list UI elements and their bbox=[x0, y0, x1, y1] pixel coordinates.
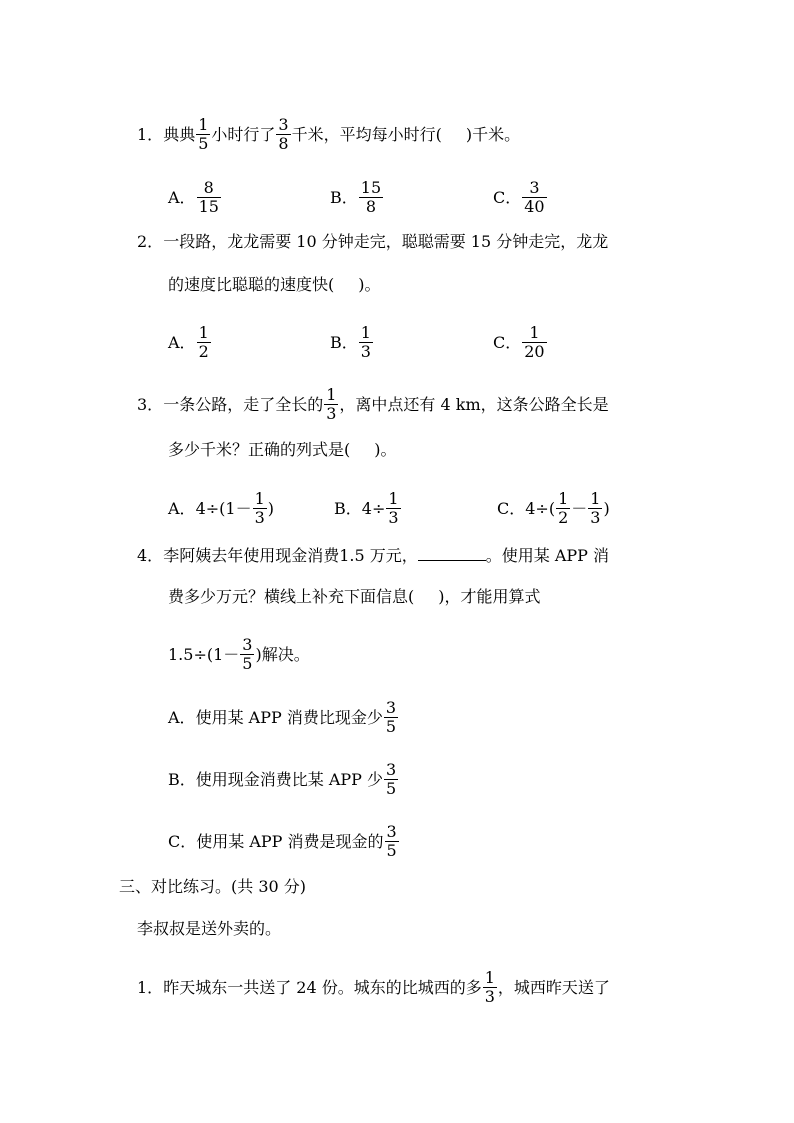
option-label: A． bbox=[168, 708, 196, 727]
question-text: 典典 bbox=[163, 125, 196, 144]
q1-option-c[interactable] bbox=[493, 180, 548, 217]
fraction bbox=[276, 116, 290, 153]
option-label: B． bbox=[168, 770, 196, 789]
fraction bbox=[197, 179, 221, 216]
question-number: 1． bbox=[137, 125, 164, 144]
question-number: 2． bbox=[137, 232, 164, 251]
denominator: 5 bbox=[242, 654, 253, 673]
question-text: )。 bbox=[374, 440, 397, 459]
question-2-line-2 bbox=[168, 275, 381, 295]
denominator: 20 bbox=[524, 342, 545, 361]
q1-option-a[interactable] bbox=[168, 180, 222, 217]
fill-in-underline[interactable] bbox=[418, 544, 486, 561]
option-label: C． bbox=[168, 832, 197, 851]
question-number: 1． bbox=[137, 978, 164, 997]
expression-text: － bbox=[571, 499, 588, 518]
q2-option-c[interactable] bbox=[493, 325, 548, 362]
option-text: 使用现金消费比某 APP 少 bbox=[195, 770, 384, 789]
numerator: 1 bbox=[198, 323, 209, 342]
option-label: C． bbox=[497, 499, 526, 518]
denominator: 8 bbox=[278, 134, 289, 153]
question-text: )，才能用算式 bbox=[438, 587, 541, 606]
option-label: B． bbox=[334, 499, 362, 518]
question-text: 昨天城东一共送了 24 份。城东的比城西的多 bbox=[163, 978, 482, 997]
question-4-line-2 bbox=[168, 587, 541, 607]
expression-text: 4÷ bbox=[361, 499, 386, 518]
question-text: )千米。 bbox=[465, 125, 521, 144]
fraction bbox=[197, 324, 211, 361]
option-label: A． bbox=[168, 499, 196, 518]
denominator: 3 bbox=[254, 508, 265, 527]
denominator: 2 bbox=[558, 508, 569, 527]
question-text: 多少千米？正确的列式是( bbox=[168, 440, 351, 459]
option-label: A． bbox=[168, 333, 196, 352]
fraction bbox=[359, 324, 373, 361]
denominator: 3 bbox=[590, 508, 601, 527]
numerator: 1 bbox=[198, 115, 209, 134]
numerator: 1 bbox=[254, 489, 265, 508]
fraction bbox=[522, 324, 546, 361]
expression-text: 4÷( bbox=[525, 499, 556, 518]
option-text: 使用某 APP 消费是现金的 bbox=[196, 832, 384, 851]
fraction bbox=[385, 823, 399, 860]
denominator: 5 bbox=[386, 779, 397, 798]
fraction bbox=[483, 969, 497, 1006]
numerator: 1 bbox=[558, 489, 569, 508]
section-intro: 李叔叔是送外卖的。 bbox=[137, 919, 282, 938]
numerator: 3 bbox=[386, 760, 397, 779]
option-label: C． bbox=[493, 188, 522, 207]
numerator: 3 bbox=[242, 635, 253, 654]
q2-option-b[interactable] bbox=[330, 325, 374, 362]
denominator: 3 bbox=[388, 508, 399, 527]
numerator: 1 bbox=[529, 323, 540, 342]
section3-question-1 bbox=[137, 970, 610, 1007]
question-text: ，离中点还有 4 km，这条公路全长是 bbox=[339, 395, 609, 414]
q4-option-b[interactable] bbox=[168, 762, 399, 799]
question-3 bbox=[137, 387, 609, 424]
denominator: 15 bbox=[198, 197, 219, 216]
q3-option-b[interactable] bbox=[334, 491, 402, 528]
denominator: 3 bbox=[360, 342, 371, 361]
numerator: 3 bbox=[278, 115, 289, 134]
expression-text: ) bbox=[603, 499, 610, 518]
fraction bbox=[384, 761, 398, 798]
numerator: 1 bbox=[326, 385, 337, 404]
option-label: B． bbox=[330, 333, 358, 352]
fraction bbox=[324, 386, 338, 423]
question-text: 费多少万元？横线上补充下面信息( bbox=[168, 587, 415, 606]
numerator: 1 bbox=[590, 489, 601, 508]
numerator: 3 bbox=[529, 178, 540, 197]
question-4 bbox=[137, 544, 609, 566]
question-text: 李阿姨去年使用现金消费1.5 万元， bbox=[163, 546, 418, 565]
fraction bbox=[384, 699, 398, 736]
denominator: 5 bbox=[198, 134, 209, 153]
numerator: 1 bbox=[360, 323, 371, 342]
q4-option-c[interactable] bbox=[168, 824, 400, 861]
option-text: 使用某 APP 消费比现金少 bbox=[195, 708, 383, 727]
denominator: 3 bbox=[484, 987, 495, 1006]
fraction bbox=[386, 490, 400, 527]
fraction bbox=[240, 636, 254, 673]
question-text: 一段路，龙龙需要 10 分钟走完，聪聪需要 15 分钟走完，龙龙 bbox=[163, 232, 609, 251]
numerator: 15 bbox=[360, 178, 382, 197]
fraction bbox=[359, 179, 383, 216]
question-text: )。 bbox=[358, 275, 381, 294]
question-4-line-3 bbox=[168, 637, 310, 674]
numerator: 3 bbox=[385, 698, 397, 717]
q2-option-a[interactable] bbox=[168, 325, 212, 362]
expression-text: 1.5÷(1－ bbox=[168, 645, 240, 664]
denominator: 2 bbox=[198, 342, 209, 361]
option-label: B． bbox=[330, 188, 358, 207]
denominator: 3 bbox=[326, 404, 337, 423]
option-label: A． bbox=[168, 188, 196, 207]
denominator: 40 bbox=[524, 197, 545, 216]
q1-option-b[interactable] bbox=[330, 180, 384, 217]
question-number: 3． bbox=[137, 395, 164, 414]
q3-option-c[interactable] bbox=[497, 491, 610, 528]
denominator: 5 bbox=[386, 841, 397, 860]
question-text: 千米，平均每小时行( bbox=[291, 125, 442, 144]
option-label: C． bbox=[493, 333, 522, 352]
question-2 bbox=[137, 232, 608, 252]
question-text: 一条公路，走了全长的 bbox=[163, 395, 324, 414]
numerator: 1 bbox=[388, 489, 399, 508]
fraction bbox=[253, 490, 267, 527]
denominator: 5 bbox=[385, 717, 397, 736]
question-text: 小时行了 bbox=[211, 125, 276, 144]
numerator: 3 bbox=[386, 822, 397, 841]
fraction bbox=[588, 490, 602, 527]
question-text: 。使用某 APP 消 bbox=[485, 546, 609, 565]
question-number: 4． bbox=[137, 546, 164, 565]
expression-text: ) bbox=[267, 499, 275, 518]
fraction bbox=[556, 490, 570, 527]
denominator: 8 bbox=[359, 197, 383, 216]
numerator: 8 bbox=[203, 178, 214, 197]
question-text: ，城西昨天送了 bbox=[497, 978, 610, 997]
question-1 bbox=[137, 117, 520, 154]
fraction bbox=[522, 179, 546, 216]
expression-text: 4÷(1－ bbox=[195, 499, 252, 518]
numerator: 1 bbox=[484, 968, 495, 987]
section-heading: 三、对比练习。(共 30 分) bbox=[119, 877, 307, 896]
q4-option-a[interactable] bbox=[168, 700, 399, 737]
question-3-line-2 bbox=[168, 440, 397, 460]
fraction bbox=[196, 116, 210, 153]
q3-option-a[interactable] bbox=[168, 491, 274, 528]
question-text: )解决。 bbox=[255, 645, 310, 664]
question-text: 的速度比聪聪的速度快( bbox=[168, 275, 335, 294]
